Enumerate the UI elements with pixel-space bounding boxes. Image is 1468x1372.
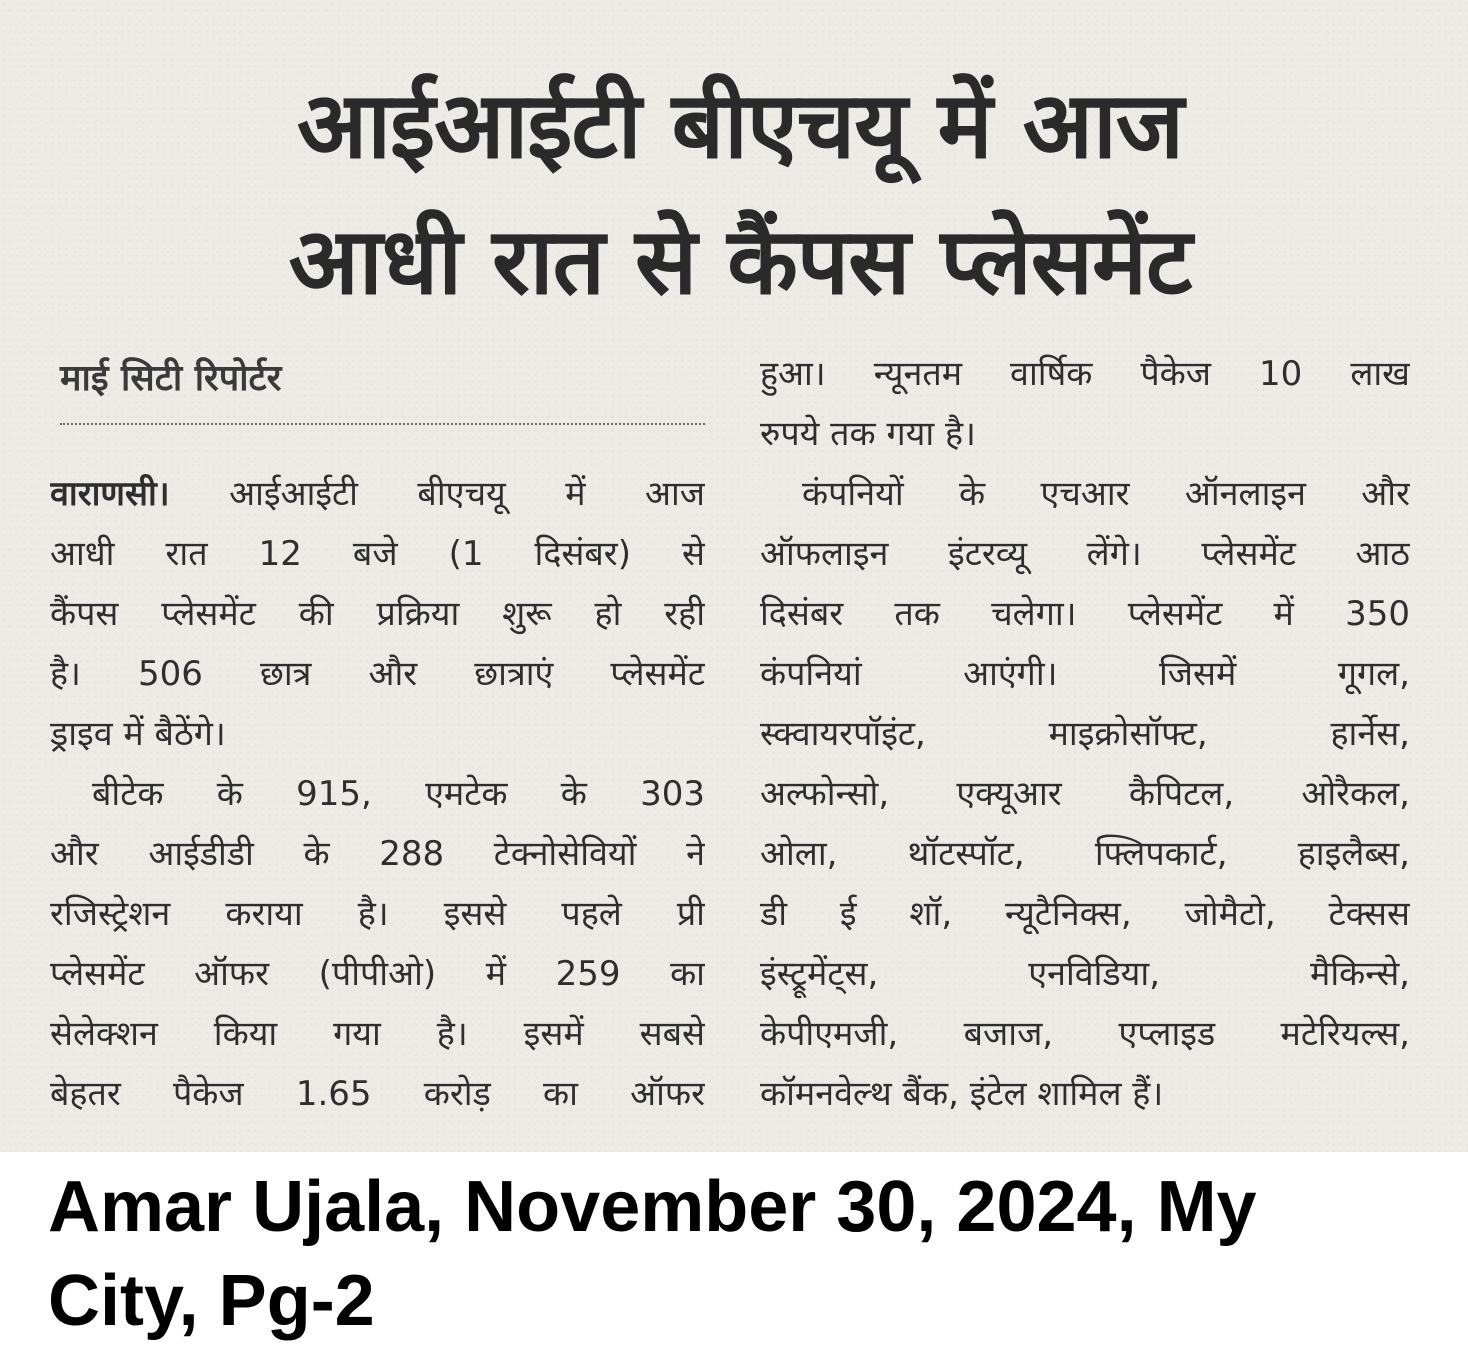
text-line: सेलेक्शन किया गया है। इसमें सबसे — [50, 1014, 705, 1054]
paragraph — [760, 464, 1410, 1124]
text-line: रुपये तक गया है। — [760, 414, 976, 454]
text-line: ओला, थॉटस्पॉट, फ्लिपकार्ट, हाइलैब्स, — [760, 834, 1410, 874]
text-line: रजिस्ट्रेशन कराया है। इससे पहले प्री — [50, 894, 705, 934]
headline-line-1: आईआईटी बीएचयू में आज — [297, 72, 1183, 179]
text-line: कंपनियों के एचआर ऑनलाइन और — [802, 474, 1410, 514]
paragraph — [50, 464, 705, 764]
text-line: अल्फोन्सो, एक्यूआर कैपिटल, ओरैकल, — [760, 774, 1410, 814]
paragraph — [50, 764, 705, 1124]
text-line: बेहतर पैकेज 1.65 करोड़ का ऑफर — [50, 1074, 705, 1114]
headline-line-2: आधी रात से कैंपस प्लेसमेंट — [288, 208, 1192, 315]
text-line: कैंपस प्लेसमेंट की प्रक्रिया शुरू हो रही — [50, 594, 705, 634]
text-line: दिसंबर तक चलेगा। प्लेसमेंट में 350 — [760, 594, 1410, 634]
dateline: वाराणसी। — [50, 474, 170, 514]
text-line: हुआ। न्यूनतम वार्षिक पैकेज 10 लाख — [760, 354, 1410, 394]
text-line: और आईडीडी के 288 टेक्नोसेवियों ने — [50, 834, 705, 874]
text-span: आईआईटी बीएचयू में आज — [169, 474, 705, 514]
text-line: बीटेक के 915, एमटेक के 303 — [92, 774, 705, 814]
text-line: ऑफलाइन इंटरव्यू लेंगे। प्लेसमेंट आठ — [760, 534, 1410, 574]
text-line: डी ई शॉ, न्यूटैनिक्स, जोमैटो, टेक्सस — [760, 894, 1410, 934]
article-column-right — [760, 344, 1410, 1124]
text-line: ड्राइव में बैठेंगे। — [50, 714, 226, 754]
text-line: प्लेसमेंट ऑफर (पीपीओ) में 259 का — [50, 954, 705, 994]
paragraph — [760, 344, 1410, 464]
source-caption — [48, 1160, 1438, 1348]
caption-line-2: City, Pg-2 — [48, 1261, 375, 1341]
article-column-left — [50, 464, 705, 1124]
text-line — [50, 464, 705, 524]
text-line: स्क्वायरपॉइंट, माइक्रोसॉफ्ट, हार्नेस, — [760, 714, 1410, 754]
text-line: केपीएमजी, बजाज, एप्लाइड मटेरियल्स, — [760, 1014, 1410, 1054]
byline-divider — [60, 423, 705, 425]
caption-line-1: Amar Ujala, November 30, 2024, My — [48, 1167, 1257, 1247]
text-line: आधी रात 12 बजे (1 दिसंबर) से — [50, 534, 705, 574]
text-line: इंस्ट्रूमेंट्स, एनविडिया, मैकिन्से, — [760, 954, 1410, 994]
text-line: कंपनियां आएंगी। जिसमें गूगल, — [760, 654, 1410, 694]
text-line: कॉमनवेल्थ बैंक, इंटेल शामिल हैं। — [760, 1074, 1164, 1114]
byline: माई सिटी रिपोर्टर — [60, 358, 282, 399]
text-line: है। 506 छात्र और छात्राएं प्लेसमेंट — [50, 654, 705, 694]
headline — [60, 58, 1420, 330]
